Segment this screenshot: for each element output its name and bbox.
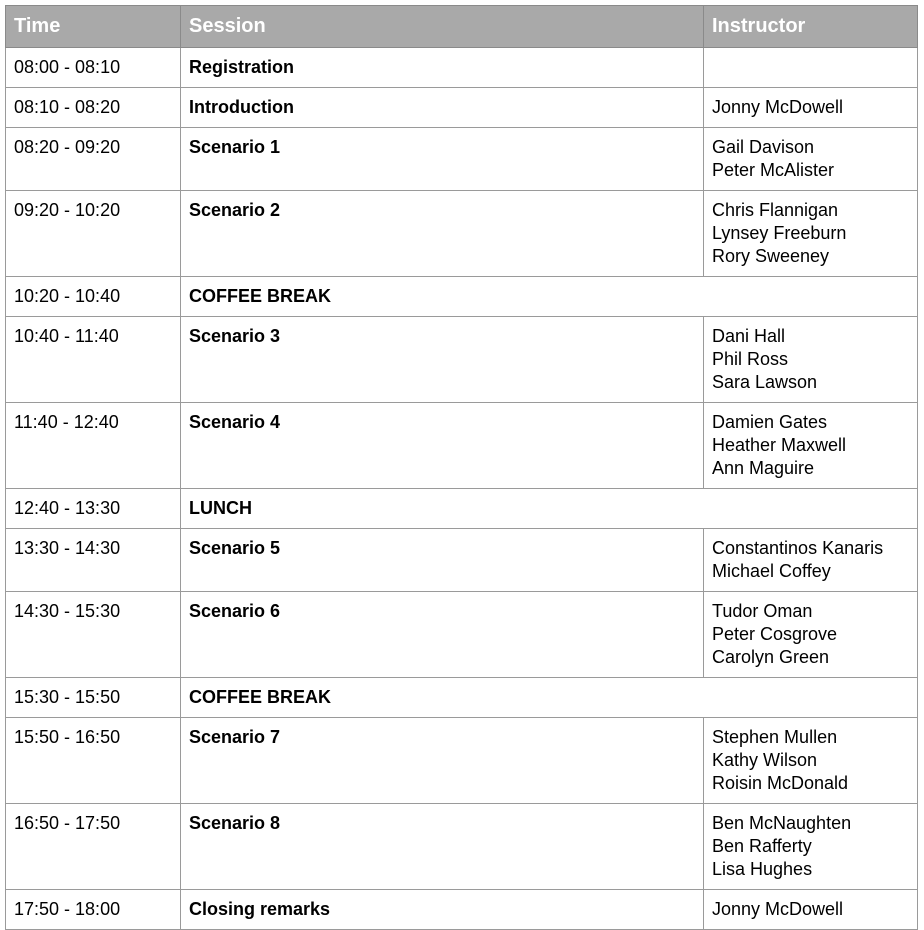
header-instructor: Instructor [704, 6, 918, 48]
instructor-name: Chris Flannigan [712, 200, 839, 220]
session-cell: COFFEE BREAK [181, 678, 918, 718]
table-row [6, 489, 918, 529]
time-cell: 08:10 - 08:20 [6, 88, 181, 128]
time-cell: 12:40 - 13:30 [6, 489, 181, 529]
instructor-cell [704, 804, 918, 890]
session-cell: Scenario 8 [181, 804, 704, 890]
time-cell: 08:00 - 08:10 [6, 48, 181, 88]
time-cell: 16:50 - 17:50 [6, 804, 181, 890]
instructor-name: Stephen Mullen [712, 727, 838, 747]
session-cell: Scenario 7 [181, 718, 704, 804]
table-row [6, 128, 918, 191]
table-row [6, 403, 918, 489]
instructor-name: Rory Sweeney [712, 246, 830, 266]
instructor-cell [704, 88, 918, 128]
instructor-name: Michael Coffey [712, 561, 831, 581]
header-session: Session [181, 6, 704, 48]
header-time: Time [6, 6, 181, 48]
table-row [6, 191, 918, 277]
instructor-name: Jonny McDowell [712, 899, 844, 919]
table-row [6, 718, 918, 804]
instructor-name: Damien Gates [712, 412, 828, 432]
table-row [6, 317, 918, 403]
instructor-name: Ben Rafferty [712, 836, 812, 856]
instructor-name: Jonny McDowell [712, 97, 844, 117]
time-cell: 14:30 - 15:30 [6, 592, 181, 678]
session-cell: Scenario 6 [181, 592, 704, 678]
session-cell: LUNCH [181, 489, 918, 529]
instructor-cell [704, 529, 918, 592]
instructor-name: Kathy Wilson [712, 750, 818, 770]
instructor-name: Roisin McDonald [712, 773, 849, 793]
instructor-name: Gail Davison [712, 137, 815, 157]
session-cell: Scenario 4 [181, 403, 704, 489]
instructor-name: Ben McNaughten [712, 813, 852, 833]
instructor-cell [704, 403, 918, 489]
session-cell: COFFEE BREAK [181, 277, 918, 317]
session-cell: Closing remarks [181, 890, 704, 930]
table-row [6, 804, 918, 890]
table-row [6, 529, 918, 592]
instructor-cell [704, 48, 918, 88]
time-cell: 09:20 - 10:20 [6, 191, 181, 277]
instructor-name: Lynsey Freeburn [712, 223, 847, 243]
instructor-cell [704, 128, 918, 191]
instructor-name: Peter Cosgrove [712, 624, 838, 644]
instructor-cell [704, 718, 918, 804]
table-row [6, 890, 918, 930]
session-cell: Scenario 2 [181, 191, 704, 277]
table-row [6, 88, 918, 128]
time-cell: 15:50 - 16:50 [6, 718, 181, 804]
time-cell: 10:40 - 11:40 [6, 317, 181, 403]
instructor-name: Peter McAlister [712, 160, 835, 180]
header-row [6, 6, 918, 48]
session-cell: Registration [181, 48, 704, 88]
instructor-name: Constantinos Kanaris [712, 538, 884, 558]
instructor-cell [704, 191, 918, 277]
instructor-name: Sara Lawson [712, 372, 818, 392]
instructor-cell [704, 317, 918, 403]
schedule-table [5, 5, 918, 930]
time-cell: 17:50 - 18:00 [6, 890, 181, 930]
session-cell: Scenario 1 [181, 128, 704, 191]
time-cell: 08:20 - 09:20 [6, 128, 181, 191]
instructor-name: Heather Maxwell [712, 435, 847, 455]
table-row [6, 592, 918, 678]
instructor-cell [704, 890, 918, 930]
schedule-body [6, 48, 918, 930]
time-cell: 13:30 - 14:30 [6, 529, 181, 592]
session-cell: Introduction [181, 88, 704, 128]
instructor-name: Carolyn Green [712, 647, 830, 667]
table-row [6, 678, 918, 718]
session-cell: Scenario 3 [181, 317, 704, 403]
time-cell: 10:20 - 10:40 [6, 277, 181, 317]
instructor-name: Dani Hall [712, 326, 786, 346]
table-row [6, 277, 918, 317]
time-cell: 15:30 - 15:50 [6, 678, 181, 718]
time-cell: 11:40 - 12:40 [6, 403, 181, 489]
instructor-name: Phil Ross [712, 349, 789, 369]
instructor-name: Tudor Oman [712, 601, 813, 621]
session-cell: Scenario 5 [181, 529, 704, 592]
table-row [6, 48, 918, 88]
instructor-cell [704, 592, 918, 678]
instructor-name: Ann Maguire [712, 458, 815, 478]
instructor-name: Lisa Hughes [712, 859, 813, 879]
